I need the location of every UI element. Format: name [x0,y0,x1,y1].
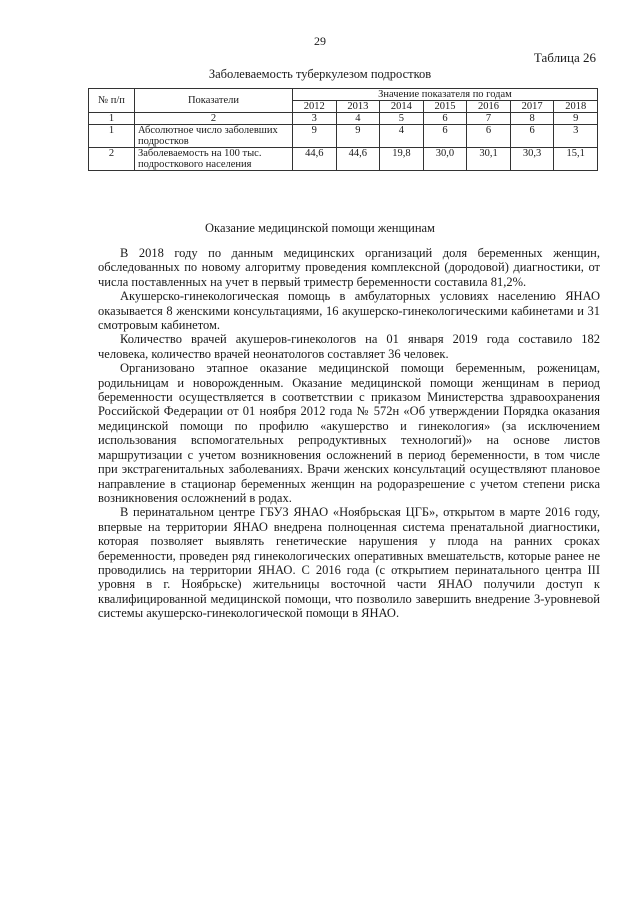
year-cell: 2015 [423,101,467,113]
year-cell: 2017 [510,101,554,113]
header-indicator: Показатели [135,89,293,113]
paragraph: В 2018 году по данным медицинских организаций доля беременных женщин, обследованных по новому алгоритму проведения комплексной (дородовой) диагностики, от числа поставленных на учет в первый триместр беременности составила 81,2%. [98,246,600,289]
column-number-cell: 6 [423,113,467,125]
table-column-numbers-row [89,113,598,125]
row-value: 30,3 [510,148,554,171]
row-value: 6 [467,125,511,148]
row-number: 2 [89,148,135,171]
table-header-row [89,89,598,101]
row-indicator: Заболеваемость на 100 тыс. подросткового населения [135,148,293,171]
column-number-cell: 5 [380,113,424,125]
row-value: 44,6 [293,148,337,171]
row-number: 1 [89,125,135,148]
row-value: 9 [293,125,337,148]
column-number-cell: 9 [554,113,598,125]
year-cell: 2016 [467,101,511,113]
table-row [89,125,598,148]
row-value: 4 [380,125,424,148]
row-value: 30,1 [467,148,511,171]
header-values: Значение показателя по годам [293,89,598,101]
paragraph: Организовано этапное оказание медицинской помощи беременным, роженицам, родильницам и новорожденным. Оказание медицинской помощи женщинам в период беременности осуществляется в соответствии с приказом Министерства здравоохранения Российской Федерации от 01 ноября 2012 года № 572н «Об утверждении Порядка оказания медицинской помощи по профилю «акушерство и гинекология» (за исключением использования вспомогательных репродуктивных технологий)» на основе листов маршрутизации с учетом возникновения осложнений в период беременности, в том числе при экстрагенитальных заболеваниях. Врачи женских консультаций осуществляют плановое направление в стационар беременных женщин на родоразрешение с учетом степени риска возникновения осложнений в родах. [98,361,600,505]
body-text [98,246,600,621]
tuberculosis-table [88,88,598,171]
year-cell: 2013 [336,101,380,113]
row-value: 6 [423,125,467,148]
row-value: 44,6 [336,148,380,171]
paragraph: Акушерско-гинекологическая помощь в амбулаторных условиях населению ЯНАО оказывается 8 женскими консультациями, 16 акушерско-гинекологическими кабинетами и 31 смотровым кабинетом. [98,289,600,333]
column-number-cell: 1 [89,113,135,125]
column-number-cell: 3 [293,113,337,125]
paragraph: В перинатальном центре ГБУЗ ЯНАО «Ноябрьская ЦГБ», открытом в марте 2016 году, впервые на территории ЯНАО внедрена полноценная система пренатальной диагностики, которая позволяет выявлять генетические нарушения у плода на ранних сроках беременности, проведен ряд гинекологических оперативных вмешательств, которые ранее не проводились на территории ЯНАО. С 2016 года (с открытием перинатального центра III уровня в г. Ноябрьске) жительницы восточной части ЯНАО получили доступ к квалифицированной медицинской помощи, что позволило завершить внедрение 3-уровневой системы акушерско-гинекологической помощи в ЯНАО. [98,505,600,621]
row-indicator: Абсолютное число заболевших подростков [135,125,293,148]
row-value: 9 [336,125,380,148]
table-title: Заболеваемость туберкулезом подростков [208,67,432,81]
row-value: 15,1 [554,148,598,171]
table-label: Таблица 26 [533,50,596,65]
table-row [89,148,598,171]
year-cell: 2012 [293,101,337,113]
section-heading: Оказание медицинской помощи женщинам [205,221,435,235]
year-cell: 2018 [554,101,598,113]
column-number-cell: 8 [510,113,554,125]
page-number: 29 [314,34,326,48]
column-number-cell: 4 [336,113,380,125]
column-number-cell: 7 [467,113,511,125]
paragraph: Количество врачей акушеров-гинекологов на 01 января 2019 года составило 182 человека, количество врачей неонатологов составляет 36 человек. [98,332,600,361]
column-number-cell: 2 [135,113,293,125]
row-value: 19,8 [380,148,424,171]
year-cell: 2014 [380,101,424,113]
row-value: 6 [510,125,554,148]
header-num: № п/п [89,89,135,113]
row-value: 3 [554,125,598,148]
row-value: 30,0 [423,148,467,171]
